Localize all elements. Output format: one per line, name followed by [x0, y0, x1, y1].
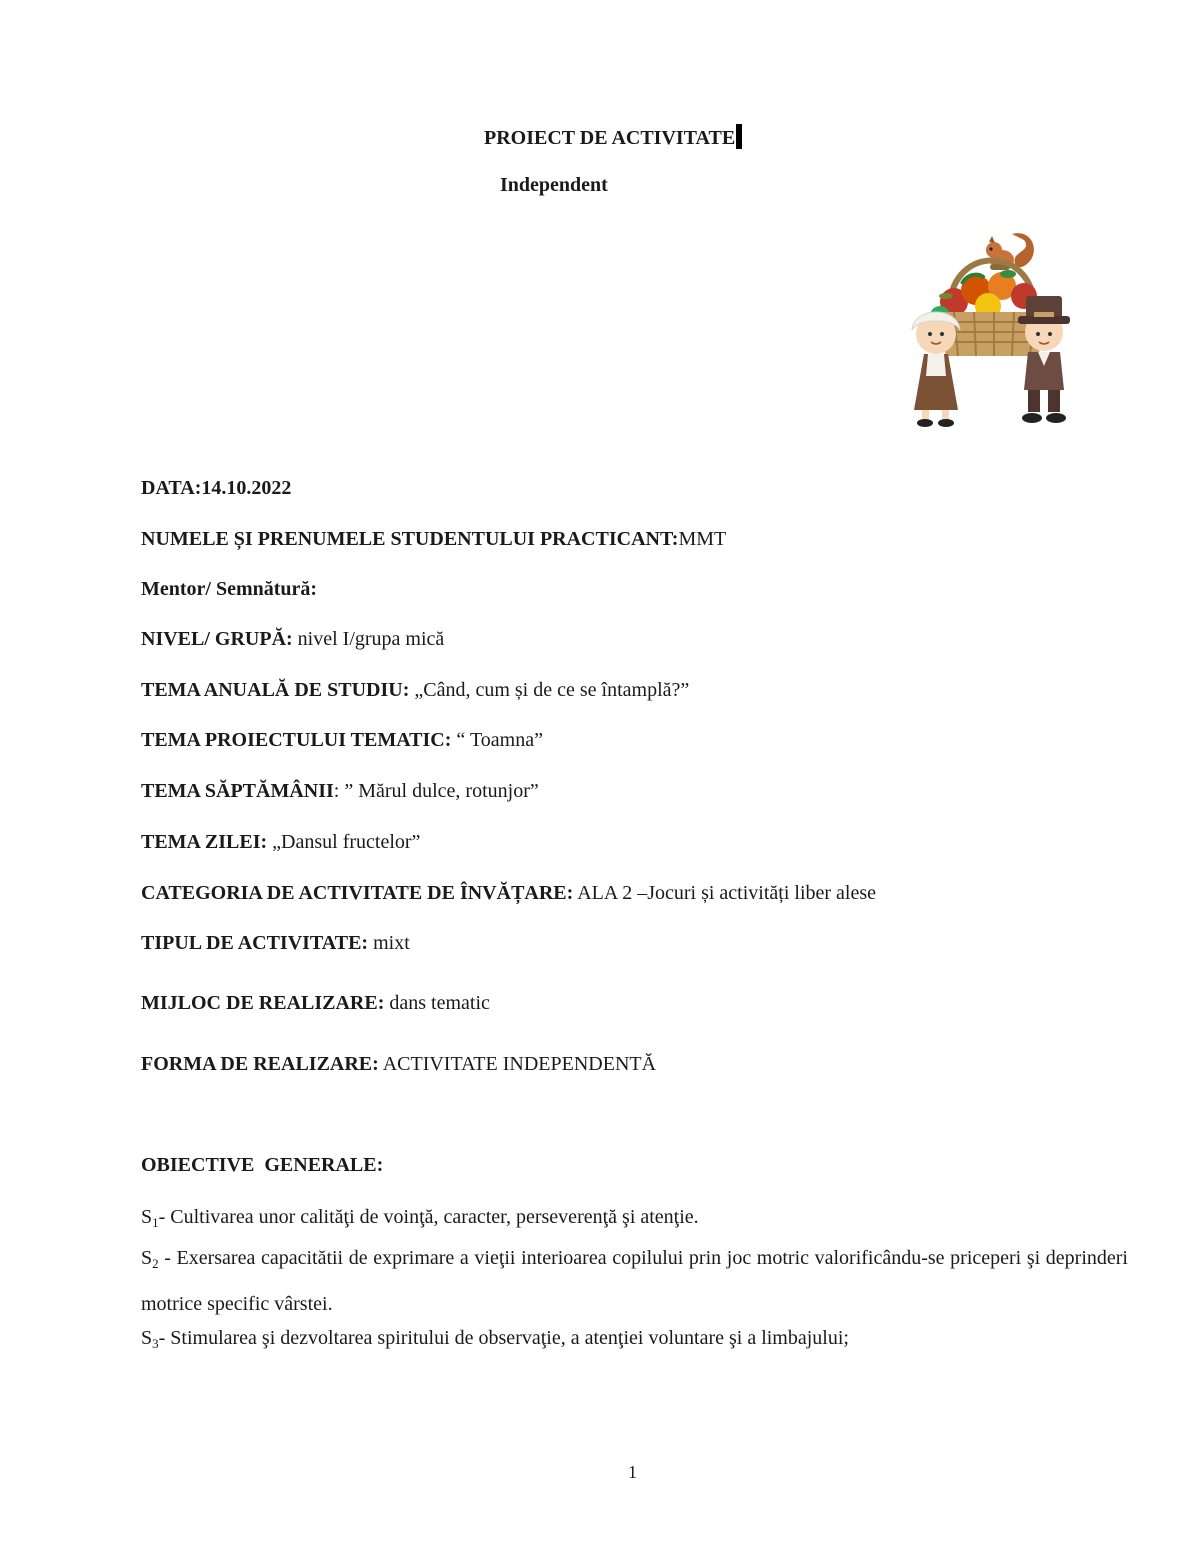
objective-s1: $S_1-$ Cultivarea unor calităţi de voinţă, caracter, perseverenţă şi atenţie.: [141, 1206, 699, 1230]
objective-s2: $S_2$ - Exersarea capacitătii de exprimare a vieţii interioarea copilului prin joc motric valorificându-se priceperi şi deprinderi motrice specific vârstei.: [141, 1247, 1128, 1315]
document-subtitle: Independent: [500, 174, 608, 196]
objective-s3: $S_3-$ Stimularea şi dezvoltarea spiritului de observaţie, a atenţiei voluntare şi a limbajului;: [141, 1327, 849, 1351]
objectives-heading: OBIECTIVE GENERALE:: [141, 1154, 384, 1176]
field-student-name: NUMELE ȘI PRENUMELE STUDENTULUI PRACTICANT:MMT: [141, 528, 727, 550]
field-day-theme: TEMA ZILEI: „Dansul fructelor”: [141, 831, 421, 853]
field-annual-theme: TEMA ANUALĂ DE STUDIU: „Când, cum și de ce se întamplă?”: [141, 679, 690, 701]
document-title: PROIECT DE ACTIVITATE: [484, 124, 742, 150]
field-form-of-realization: FORMA DE REALIZARE: ACTIVITATE INDEPENDENTĂ: [141, 1053, 657, 1075]
text-cursor: [736, 124, 742, 149]
field-level-group: NIVEL/ GRUPĂ: nivel I/grupa mică: [141, 628, 445, 650]
page-number: 1: [628, 1462, 637, 1482]
field-week-theme: TEMA SĂPTĂMÂNII: ” Mărul dulce, rotunjor”: [141, 780, 539, 802]
girl-figure: [912, 312, 960, 427]
field-means-of-realization: MIJLOC DE REALIZARE: dans tematic: [141, 992, 490, 1014]
field-project-theme: TEMA PROIECTULUI TEMATIC: “ Toamna”: [141, 729, 543, 751]
field-mentor-signature: Mentor/ Semnătură:: [141, 578, 318, 600]
autumn-fruit-basket-illustration: [884, 226, 1094, 448]
field-data: DATA:14.10.2022: [141, 477, 292, 499]
field-activity-type: TIPUL DE ACTIVITATE: mixt: [141, 932, 410, 954]
field-activity-category: CATEGORIA DE ACTIVITATE DE ÎNVĂȚARE: ALA 2 –Jocuri și activități liber alese: [141, 882, 877, 904]
